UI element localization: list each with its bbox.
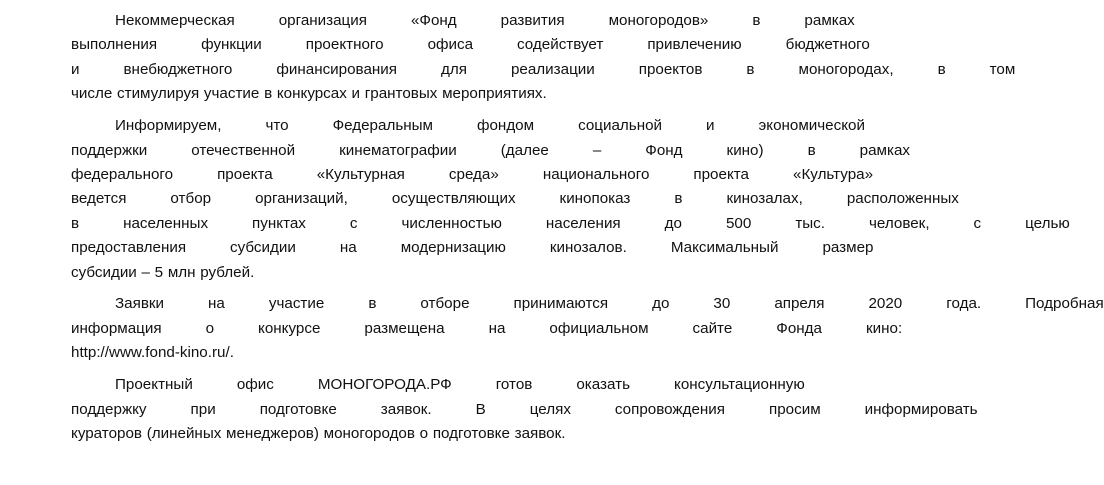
word: кинозалах, (726, 190, 803, 208)
word: (далее (500, 141, 549, 159)
word: моногородах, (798, 60, 894, 78)
word: «Культурная (316, 165, 405, 183)
word: до (664, 214, 682, 232)
word: кинозалов. (549, 239, 627, 257)
word: целью (1025, 214, 1070, 232)
text-line (27, 9, 855, 33)
word: Фонда (776, 319, 822, 337)
word: подготовке (259, 400, 337, 418)
word: 30 (713, 295, 731, 313)
word: принимаются (513, 295, 609, 313)
word: привлечению (647, 36, 742, 54)
word: заявок. (380, 400, 432, 418)
word: реализации (510, 60, 595, 78)
word: в (746, 60, 755, 78)
word: о (205, 319, 215, 337)
word: размер (822, 239, 874, 257)
word: организация (278, 12, 367, 29)
word: поддержку (71, 400, 147, 418)
word: на (208, 295, 225, 313)
word: кинематографии (339, 141, 457, 159)
word: внебюджетного (123, 60, 233, 78)
word: Информируем, (115, 117, 222, 135)
word: кино) (726, 141, 764, 159)
word: на (488, 319, 506, 337)
word: численностью (401, 214, 502, 232)
word: развития (500, 12, 565, 29)
word: среда» (448, 165, 499, 183)
word: «Фонд (410, 12, 457, 29)
word: что (265, 117, 289, 135)
word: «Культура» (793, 165, 874, 183)
word: организаций, (255, 190, 348, 208)
word: человек, (869, 214, 930, 232)
word: проектного (305, 36, 384, 54)
text-line: кураторов (линейных менеджеров) моногородов о подготовке заявок. (71, 425, 566, 442)
word: апреля (774, 295, 825, 313)
word: отбор (170, 190, 212, 208)
text-line (27, 292, 1104, 316)
word: офиса (427, 36, 474, 54)
word: Проектный (115, 376, 193, 394)
word: участие (268, 295, 325, 313)
word: том (989, 60, 1016, 78)
word: Заявки (115, 295, 165, 313)
word: в (71, 214, 80, 232)
word: сайте (692, 319, 733, 337)
word: официальном (549, 319, 649, 337)
text-line (27, 33, 870, 57)
word: 2020 (868, 295, 903, 313)
word: с (973, 214, 982, 232)
word: моногородов» (608, 12, 709, 29)
word: функции (201, 36, 262, 54)
word: субсидии (230, 239, 296, 257)
word: Подробная (1025, 295, 1104, 313)
word: в (674, 190, 683, 208)
word: информация (71, 319, 162, 337)
word: социальной (578, 117, 663, 135)
word: целях (529, 400, 571, 418)
word: предоставления (71, 239, 187, 257)
word: бюджетного (785, 36, 870, 54)
text-line (27, 236, 874, 260)
word: Федеральным (332, 117, 433, 135)
word: выполнения (71, 36, 158, 54)
paragraph-monotowns-fund (27, 9, 1016, 107)
word: Некоммерческая (115, 12, 235, 29)
word: МОНОГОРОДА.РФ (317, 376, 452, 394)
paragraph-application-deadline (27, 292, 1104, 365)
word: консультационную (674, 376, 805, 394)
word: В (475, 400, 486, 418)
word: готов (495, 376, 533, 394)
text-line (27, 139, 911, 163)
word: до (652, 295, 670, 313)
paragraph-project-office-support (27, 373, 978, 446)
text-line (27, 58, 1016, 82)
word: проекта (217, 165, 273, 183)
word: проекта (693, 165, 750, 183)
text-line: числе стимулируя участие в конкурсах и грантовых мероприятиях. (71, 85, 547, 103)
word: при (190, 400, 216, 418)
paragraph-fond-kino-selection (27, 114, 1070, 285)
word: в (807, 141, 816, 159)
word: населенных (123, 214, 209, 232)
word: для (441, 60, 467, 78)
word: отборе (420, 295, 470, 313)
word: просим (769, 400, 821, 418)
word: модернизацию (400, 239, 506, 257)
text-line: субсидии – 5 млн рублей. (71, 263, 255, 281)
word: в (937, 60, 946, 78)
word: осуществляющих (391, 190, 516, 208)
word: размещена (364, 319, 445, 337)
word: в (752, 12, 761, 29)
word: населения (545, 214, 621, 232)
word: информировать (864, 400, 978, 418)
word: кино: (866, 319, 903, 337)
letter-body (27, 0, 1104, 454)
word: и (706, 117, 715, 135)
word: отечественной (191, 141, 296, 159)
word: содействует (517, 36, 604, 54)
fond-kino-link[interactable]: http://www.fond-kino.ru/. (71, 344, 234, 362)
word: сопровождения (614, 400, 725, 418)
word: в (368, 295, 377, 313)
word: рамках (859, 141, 911, 159)
word: кинопоказ (559, 190, 631, 208)
text-line (27, 317, 903, 341)
word: фондом (476, 117, 535, 135)
word: федерального (71, 165, 174, 183)
word: экономической (758, 117, 865, 135)
word: и (71, 60, 80, 78)
word: национального (542, 165, 650, 183)
text-line (27, 187, 959, 211)
word: оказать (576, 376, 630, 394)
word: финансирования (276, 60, 398, 78)
word: – (592, 141, 602, 159)
word: с (349, 214, 358, 232)
word: Максимальный (670, 239, 779, 257)
word: проектов (638, 60, 703, 78)
word: ведется (71, 190, 127, 208)
word: конкурсе (258, 319, 321, 337)
word: офис (236, 376, 274, 394)
word: расположенных (846, 190, 959, 208)
text-line (27, 163, 874, 187)
text-line (27, 398, 978, 422)
word: на (339, 239, 357, 257)
word: тыс. (795, 214, 825, 232)
word: поддержки (71, 141, 148, 159)
word: пунктах (252, 214, 306, 232)
text-line (27, 373, 805, 397)
word: Фонд (645, 141, 683, 159)
word: рамках (804, 12, 855, 29)
word: года. (946, 295, 982, 313)
text-line (27, 212, 1070, 236)
word: 500 (725, 214, 752, 232)
text-line (27, 114, 865, 138)
